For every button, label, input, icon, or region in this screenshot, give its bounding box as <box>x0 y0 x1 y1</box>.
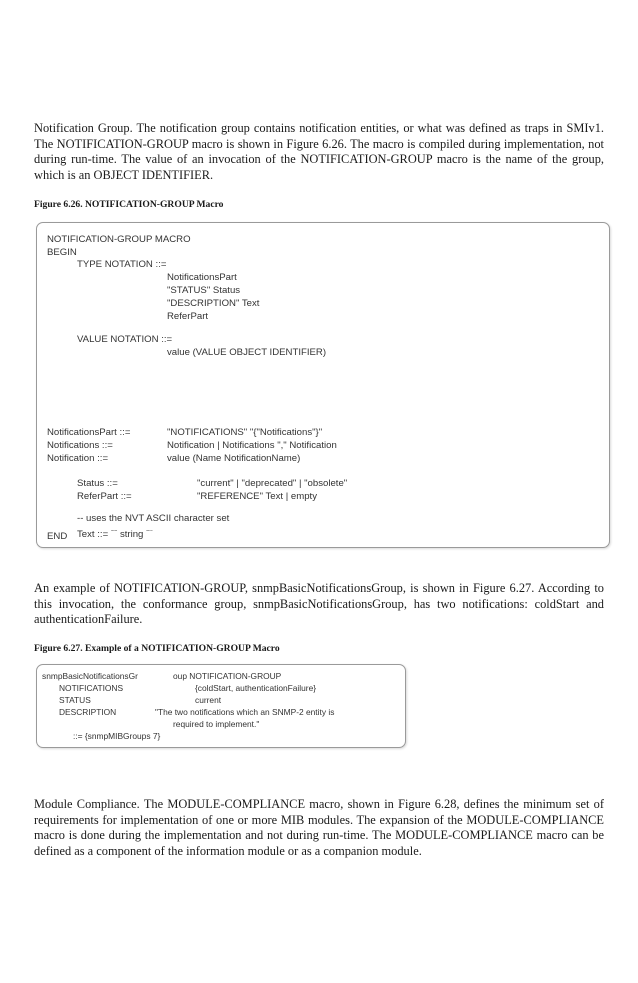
description-label: DESCRIPTION <box>59 707 117 717</box>
status-label: STATUS <box>59 695 91 705</box>
refer-part-value: "REFERENCE" Text | empty <box>197 491 318 502</box>
figure-6-27-example-box <box>36 664 406 748</box>
group-name: snmpBasicNotificationsGr <box>42 671 138 681</box>
figure-6-26-caption: Figure 6.26. NOTIFICATION-GROUP Macro <box>34 199 224 210</box>
type-notation: TYPE NOTATION ::= <box>77 259 167 270</box>
figure-6-26-macro-box <box>36 222 610 548</box>
figure-6-27-caption: Figure 6.27. Example of a NOTIFICATION-GROUP Macro <box>34 643 280 654</box>
paragraph-example: An example of NOTIFICATION-GROUP, snmpBasicNotificationsGroup, is shown in Figure 6.27. According to this invocation, the conformance group, snmpBasicNotificationsGroup, has two notifications: coldStart and authenticationFailure. <box>34 581 604 627</box>
text-def <box>77 526 152 540</box>
notifications-label: NOTIFICATIONS <box>59 683 124 693</box>
description-value-cont: required to implement." <box>173 719 260 729</box>
notification-def: Notification ::= <box>47 453 109 464</box>
paragraph-notification-group: Notification Group. The notification group contains notification entities, or what was defined as traps in SMIv1. The NOTIFICATION-GROUP macro is shown in Figure 6.26. The macro is compiled during implementation, not during run-time. The value of an invocation of the NOTIFICATION-GROUP macro is the name of the group, which is an OBJECT IDENTIFIER. <box>34 121 604 182</box>
notification-value: value (Name NotificationName) <box>167 453 301 464</box>
refer-part-def: ReferPart ::= <box>77 491 132 502</box>
ascii-comment: -- uses the NVT ASCII character set <box>77 513 230 524</box>
status-value: current <box>195 695 222 705</box>
status-value: "current" | "deprecated" | "obsolete" <box>197 478 348 489</box>
group-macro: oup NOTIFICATION-GROUP <box>173 671 282 681</box>
notifications-value: Notification | Notifications "," Notification <box>167 440 337 451</box>
value-line: value (VALUE OBJECT IDENTIFIER) <box>167 347 327 358</box>
notifications-part-value: "NOTIFICATIONS" "{"Notifications"}" <box>167 427 323 438</box>
macro-header: NOTIFICATION-GROUP MACRO <box>47 234 191 245</box>
text-def-string: string <box>119 529 144 540</box>
quote-mark-close: """" <box>146 529 153 534</box>
text-def-label: Text ::= <box>77 529 109 540</box>
refer-part: ReferPart <box>167 311 209 322</box>
notifications-part: NotificationsPart <box>167 272 237 283</box>
quote-mark-open: """" <box>110 529 118 534</box>
status-line: "STATUS" Status <box>167 285 241 296</box>
notifications-value: {coldStart, authenticationFailure} <box>195 683 317 693</box>
end-keyword: END <box>47 531 68 542</box>
paragraph-module-compliance: Module Compliance. The MODULE-COMPLIANCE macro, shown in Figure 6.28, defines the minimum set of requirements for implementation of one or more MIB modules. The expansion of the MODULE-COMPLIANCE macro is done during the implementation and not during run-time. The MODULE-COMPLIANCE macro can be defined as a component of the information module or as a companion module. <box>34 797 604 858</box>
description-line: "DESCRIPTION" Text <box>167 298 260 309</box>
notifications-def: Notifications ::= <box>47 440 113 451</box>
group-oid: ::= {snmpMIBGroups 7} <box>73 731 161 741</box>
value-notation: VALUE NOTATION ::= <box>77 334 173 345</box>
status-def: Status ::= <box>77 478 118 489</box>
notifications-part-def: NotificationsPart ::= <box>47 427 131 438</box>
begin-keyword: BEGIN <box>47 247 77 258</box>
description-value: "The two notifications which an SNMP-2 entity is <box>155 707 335 717</box>
